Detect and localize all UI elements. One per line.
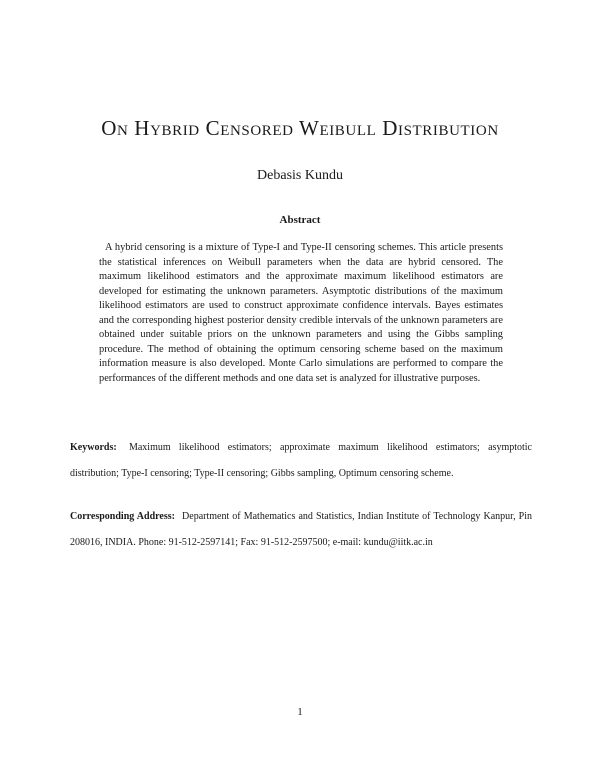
corresponding-address-section — [70, 504, 532, 555]
abstract-text: A hybrid censoring is a mixture of Type-I and Type-II censoring schemes. This article presents the statistical inferences on Weibull parameters when the data are hybrid censored. The maximum likelihood estimators and the approximate maximum likelihood estimators are developed for estimating the unknown parameters. Asymptotic distributions of the maximum likelihood estimators are used to construct approximate confidence intervals. Bayes estimates and the corresponding highest posterior density credible intervals of the unknown parameters are obtained under suitable priors on the unknown parameters and using the Gibbs sampling procedure. The method of obtaining the optimum censoring scheme based on the maximum information measure is also developed. Monte Carlo simulations are performed to compare the performances of the different methods and one data set is analyzed for illustrative purposes. — [99, 242, 503, 384]
address-text: Department of Mathematics and Statistics, Indian Institute of Technology Kanpur, Pin 208016, INDIA. Phone: 91-512-2597141; Fax: 91-512-2597500; e-mail: kundu@iitk.ac.in — [70, 511, 532, 548]
keywords-label: Keywords: — [70, 442, 117, 453]
address-label: Corresponding Address: — [70, 511, 175, 522]
abstract-heading: Abstract — [279, 214, 321, 226]
keywords-section — [70, 435, 532, 486]
paper-title: On Hybrid Censored Weibull Distribution — [101, 116, 499, 140]
author-name: Debasis Kundu — [257, 168, 343, 183]
keywords-text: Maximum likelihood estimators; approximate maximum likelihood estimators; asymptotic distribution; Type-I censoring; Type-II censoring; Gibbs sampling, Optimum censoring scheme. — [70, 442, 532, 479]
page-number: 1 — [297, 706, 303, 718]
